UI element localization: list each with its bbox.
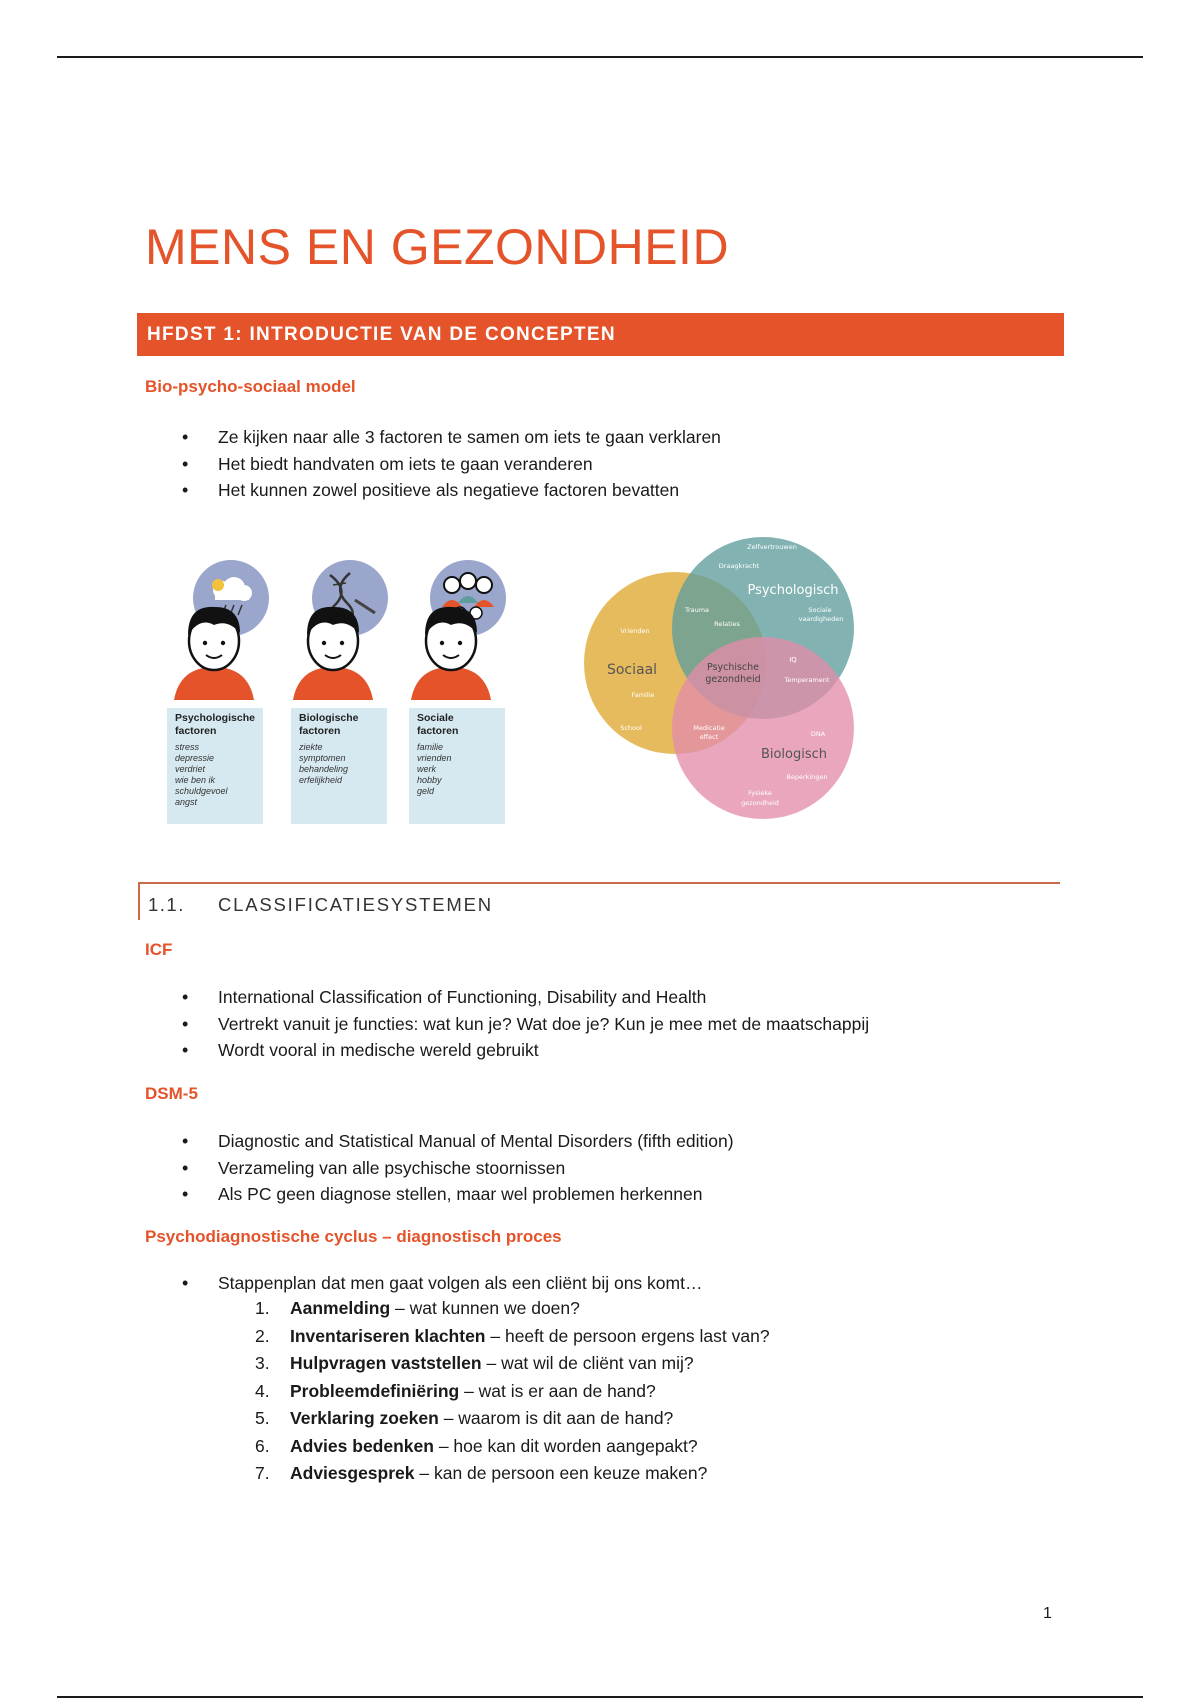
page-title: MENS EN GEZONDHEID [145, 219, 730, 275]
cyclus-steps [255, 1295, 770, 1488]
social-person-figure [411, 560, 506, 700]
step-item: 5. Verklaring zoeken – waarom is dit aan de hand? [255, 1408, 674, 1428]
biological-factors-card: Biologische factoren ziekte symptomen behandeling erfelijkheid [291, 708, 387, 824]
iq-label: IQ [789, 656, 797, 664]
temperament-label: Temperament [784, 676, 830, 684]
list-item: • Het kunnen zowel positieve als negatieve factoren bevatten [170, 477, 721, 504]
sociaal-label: Sociaal [606, 662, 658, 678]
dna-label: DNA [810, 730, 826, 738]
bio-psycho-list [170, 424, 721, 504]
familie-label: Familie [631, 691, 655, 699]
medicatie-label-2: effect [699, 733, 719, 741]
center-label-1: Psychische [706, 662, 760, 673]
page-number: 1 [1043, 1605, 1052, 1622]
section-heading [138, 882, 1060, 920]
social-factors-card: Sociale factoren familie vrienden werk hobby geld [409, 708, 505, 824]
fysieke-label-2: gezondheid [741, 799, 779, 807]
medicatie-label-1: Medicatie [693, 724, 725, 732]
center-label-2: gezondheid [705, 674, 761, 685]
chapter-heading: HFDST 1: INTRODUCTIE VAN DE CONCEPTEN [137, 313, 1064, 356]
step-item: 2. Inventariseren klachten – heeft de persoon ergens last van? [255, 1325, 770, 1346]
sociale-label-2: vaardigheden [798, 615, 844, 623]
list-item: • Als PC geen diagnose stellen, maar wel problemen herkennen [170, 1181, 734, 1208]
list-item: • Ze kijken naar alle 3 factoren te samen om iets te gaan verklaren [170, 424, 721, 451]
step-item: 1. Aanmelding – wat kunnen we doen? [255, 1298, 580, 1318]
list-item: • Het biedt handvaten om iets te gaan veranderen [170, 451, 721, 478]
section-number: 1.1. [148, 894, 185, 915]
list-item: • Verzameling van alle psychische stoornissen [170, 1155, 734, 1182]
icf-list [170, 984, 869, 1064]
shirt [174, 667, 254, 700]
shirt [411, 667, 491, 700]
top-rule [57, 56, 1143, 58]
list-item: • Diagnostic and Statistical Manual of Mental Disorders (fifth edition) [170, 1128, 734, 1155]
step-item: 4. Probleemdefiniëring – wat is er aan de hand? [255, 1380, 656, 1401]
beperkingen-label: Beperkingen [786, 773, 828, 781]
zelfvertrouwen-label: Zelfvertrouwen [747, 543, 797, 551]
draagkracht-label: Draagkracht [718, 562, 760, 570]
psychological-factors-card: Psychologische factoren stress depressie verdriet wie ben ik schuldgevoel angst [167, 708, 263, 824]
biological-person-figure [293, 560, 388, 700]
trauma-label: Trauma [684, 606, 710, 614]
section-title: CLASSIFICATIESYSTEMEN [218, 894, 493, 915]
list-item: • Wordt vooral in medische wereld gebruikt [170, 1037, 869, 1064]
step-item: 7. Adviesgesprek – kan de persoon een keuze maken? [255, 1463, 708, 1483]
bottom-rule [57, 1696, 1143, 1698]
icf-heading: ICF [145, 940, 173, 959]
biologisch-label: Biologisch [760, 747, 828, 762]
cyclus-list [170, 1270, 702, 1297]
psychological-person-figure [174, 560, 269, 700]
vrienden-label: Vrienden [620, 627, 650, 635]
venn-diagram [575, 525, 875, 830]
psychologisch-label: Psychologisch [747, 583, 839, 598]
list-item: • Vertrekt vanuit je functies: wat kun je? Wat doe je? Kun je mee met de maatschappij [170, 1011, 869, 1038]
cyclus-heading: Psychodiagnostische cyclus – diagnostisch proces [145, 1227, 562, 1246]
fysieke-label-1: Fysieke [748, 789, 772, 797]
step-item: 6. Advies bedenken – hoe kan dit worden aangepakt? [255, 1435, 698, 1456]
relaties-label: Relaties [714, 620, 740, 628]
shirt [293, 667, 373, 700]
step-item: 3. Hulpvragen vaststellen – wat wil de cliënt van mij? [255, 1353, 694, 1373]
school-label: School [620, 724, 642, 732]
dsm-list [170, 1128, 734, 1208]
dsm-heading: DSM-5 [145, 1084, 198, 1103]
sociale-label-1: Sociale [808, 606, 832, 614]
list-item: • Stappenplan dat men gaat volgen als een cliënt bij ons komt… [170, 1270, 702, 1297]
list-item: • International Classification of Functioning, Disability and Health [170, 984, 869, 1011]
factor-illustrations [160, 555, 520, 715]
bio-psycho-heading: Bio-psycho-sociaal model [145, 377, 356, 396]
